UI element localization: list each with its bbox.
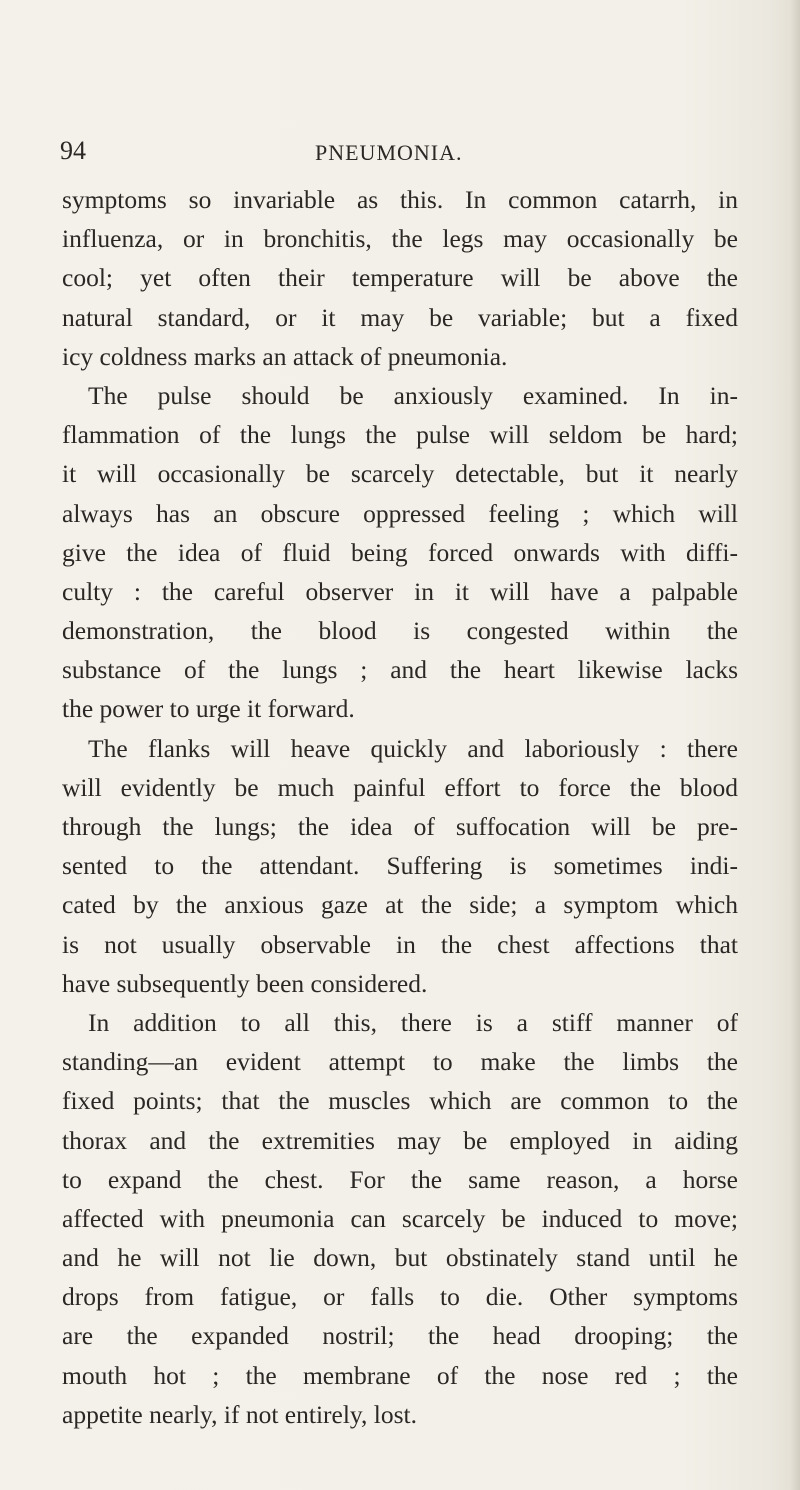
text-line: and he will not lie down, but obstinately stand until he	[62, 1243, 738, 1273]
text-line: The flanks will heave quickly and laboriously : there	[88, 733, 738, 763]
text-line: give the idea of fluid being forced onwards with diffi-	[62, 537, 738, 567]
text-line: cool; yet often their temperature will be above the	[62, 263, 738, 293]
text-line: drops from fatigue, or falls to die. Other symptoms	[62, 1282, 738, 1312]
text-line: affected with pneumonia can scarcely be induced to move;	[62, 1203, 738, 1233]
text-line: standing—an evident attempt to make the limbs the	[62, 1047, 738, 1077]
text-line: the power to urge it forward.	[62, 694, 355, 724]
text-line: fixed points; that the muscles which are common to the	[62, 1086, 738, 1116]
body-text	[62, 180, 738, 1434]
text-line: is not usually observable in the chest affections that	[62, 929, 738, 959]
page-number: 94	[60, 136, 86, 165]
running-head: PNEUMONIA.	[315, 140, 463, 165]
text-line: are the expanded nostril; the head drooping; the	[62, 1321, 738, 1351]
text-line: icy coldness marks an attack of pneumonia.	[62, 341, 508, 371]
text-line: thorax and the extremities may be employed in aiding	[62, 1125, 738, 1155]
text-line: natural standard, or it may be variable; but a fixed	[62, 302, 738, 332]
text-line: The pulse should be anxiously examined. In in-	[88, 380, 738, 410]
text-line: sented to the attendant. Suffering is sometimes indi-	[62, 851, 738, 881]
text-line: demonstration, the blood is congested within the	[62, 616, 738, 646]
text-line: In addition to all this, there is a stiff manner of	[88, 1007, 738, 1037]
text-line: always has an obscure oppressed feeling ; which will	[62, 498, 738, 528]
page-header	[60, 136, 760, 176]
page-edge-shadow	[790, 0, 800, 1490]
text-line: symptoms so invariable as this. In common catarrh, in	[62, 185, 738, 214]
text-line: culty : the careful observer in it will have a palpable	[62, 576, 738, 606]
text-line: influenza, or in bronchitis, the legs may occasionally be	[62, 224, 738, 254]
text-line: flammation of the lungs the pulse will seldom be hard;	[62, 420, 738, 450]
text-line: cated by the anxious gaze at the side; a symptom which	[62, 890, 738, 920]
text-line: to expand the chest. For the same reason, a horse	[62, 1164, 738, 1194]
text-line: through the lungs; the idea of suffocation will be pre-	[62, 812, 738, 841]
text-line: have subsequently been considered.	[62, 968, 428, 998]
text-line: will evidently be much painful effort to force the blood	[62, 772, 738, 802]
text-line: it will occasionally be scarcely detectable, but it nearly	[62, 459, 738, 489]
text-line: appetite nearly, if not entirely, lost.	[62, 1399, 417, 1429]
text-line: substance of the lungs ; and the heart likewise lacks	[62, 655, 738, 685]
text-line: mouth hot ; the membrane of the nose red ; the	[62, 1360, 738, 1390]
